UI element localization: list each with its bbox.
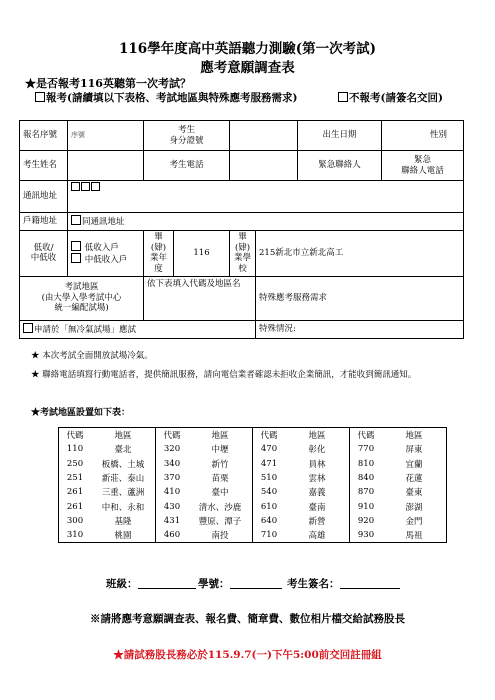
- name-label: 考生姓名: [20, 151, 68, 181]
- option-register[interactable]: [35, 90, 297, 105]
- area-code: 930: [350, 528, 383, 543]
- exam-area-label: 考試地區 (由大學入學考試中心 統一編配試場): [20, 276, 144, 320]
- area-code: 340: [163, 458, 181, 469]
- grad-year-value: 116: [174, 231, 230, 277]
- not-register-checkbox[interactable]: [338, 92, 348, 102]
- area-table-row: [59, 442, 447, 456]
- income-label: 低收/ 中低收: [20, 231, 68, 277]
- area-name: 豐原、潭子: [188, 514, 253, 528]
- grad-school-label: 畢(肄) 業學校: [230, 231, 256, 277]
- grad-school-value: 215新北市立新北高工: [256, 231, 464, 277]
- area-table-heading: ★考試地區設置如下表：: [31, 408, 131, 418]
- no-ac-label: 申請於「無冷氣試場」應試: [34, 324, 137, 335]
- area-name: 新莊、泰山: [91, 471, 156, 485]
- area-name: 三重、蘆洲: [91, 485, 156, 499]
- area-name: 中壢: [188, 442, 253, 456]
- area-name: 嘉義: [285, 485, 350, 499]
- area-table-row: [59, 499, 447, 513]
- area-name: 中和、永和: [91, 499, 156, 513]
- area-name: 臺南: [285, 499, 350, 513]
- exam-area-field[interactable]: [144, 276, 256, 320]
- area-code: 770: [357, 444, 375, 455]
- area-name: 苗栗: [188, 471, 253, 485]
- mid-low-income-label: 中低收入戶: [84, 255, 128, 266]
- area-code: 110: [59, 442, 92, 456]
- option-not-register-label: 不報考(請簽名交回): [349, 92, 443, 104]
- area-code: 251: [59, 471, 92, 485]
- area-name: 臺北: [91, 442, 156, 456]
- area-table-row: [59, 528, 447, 543]
- form-row-no-ac: [20, 320, 464, 338]
- special-service-label: 特殊應考服務需求: [256, 276, 464, 320]
- area-code: 250: [59, 457, 92, 471]
- area-code: 430: [163, 501, 181, 512]
- mail-address-field[interactable]: [68, 181, 464, 213]
- area-code: 920: [357, 515, 375, 526]
- signature-field[interactable]: [287, 576, 400, 591]
- document-title: 116學年度高中英語聽力測驗(第一次考試): [119, 41, 376, 57]
- reg-no-label: 報名序號: [20, 121, 68, 151]
- area-code: 710: [253, 528, 286, 543]
- area-code: 471: [260, 458, 278, 469]
- reg-no-field[interactable]: [68, 121, 144, 151]
- phone-field[interactable]: [230, 151, 298, 181]
- class-label: 班級：: [106, 578, 138, 590]
- note-air-conditioning: ★ 本次考試全面開放試場冷氣。: [31, 351, 153, 361]
- area-name: 屏東: [382, 442, 447, 456]
- reg-no-stamp: 序號: [71, 131, 85, 140]
- area-name: 桃園: [91, 528, 156, 543]
- form-row-income: [20, 231, 464, 277]
- no-ac-checkbox[interactable]: [23, 323, 33, 333]
- gender-cell: 性別: [382, 121, 464, 151]
- emergency-phone-label: 緊急 聯絡人電話: [382, 151, 464, 181]
- area-name: 澎湖: [382, 499, 447, 513]
- area-name: 新竹: [188, 457, 253, 471]
- area-code: 810: [357, 458, 375, 469]
- form-row-mail-address: [20, 181, 464, 213]
- area-name: 員林: [285, 457, 350, 471]
- document-subtitle: 應考意願調查表: [200, 60, 295, 76]
- phone-label: 考生電話: [144, 151, 230, 181]
- income-options: [68, 231, 144, 277]
- submission-instruction: ※請將應考意願調查表、報名費、簡章費、數位相片檔交給試務股長: [90, 613, 405, 625]
- area-table-row: [59, 457, 447, 471]
- area-code: 870: [357, 487, 375, 498]
- mid-low-income-checkbox[interactable]: [71, 253, 81, 263]
- low-income-checkbox[interactable]: [71, 241, 81, 251]
- area-name: 花蓮: [382, 471, 447, 485]
- area-code: 610: [260, 501, 278, 512]
- area-code: 640: [260, 515, 278, 526]
- option-not-register[interactable]: [338, 90, 443, 105]
- home-address-label: 戶籍地址: [20, 213, 68, 231]
- area-name: 高雄: [285, 528, 350, 543]
- area-name: 基隆: [91, 514, 156, 528]
- option-register-label: 報考(請續填以下表格、考試地區與特殊應考服務需求): [46, 92, 298, 104]
- birth-date-label: 出生日期: [298, 121, 382, 151]
- area-code: 840: [357, 473, 375, 484]
- area-name: 南投: [188, 528, 253, 543]
- area-code: 261: [59, 499, 92, 513]
- area-table-header: 代碼 地區 代碼 地區 代碼 地區 代碼 地區: [59, 428, 447, 443]
- special-status-field[interactable]: [256, 320, 464, 338]
- form-row-name: [20, 151, 464, 181]
- class-field[interactable]: [106, 576, 196, 591]
- area-name: 臺中: [188, 485, 253, 499]
- area-table-row: [59, 485, 447, 499]
- form-row-id: [20, 121, 464, 151]
- register-checkbox[interactable]: [35, 92, 45, 102]
- area-code: 300: [59, 514, 92, 528]
- area-table-row: [59, 471, 447, 485]
- special-status-label: 特殊情況:: [259, 323, 296, 334]
- area-code: 320: [163, 444, 181, 455]
- no-ac-option[interactable]: [20, 320, 256, 338]
- area-code: 370: [163, 473, 181, 484]
- id-number-label: 考生 身分證號: [144, 121, 230, 151]
- form-row-home-address: [20, 213, 464, 231]
- exam-area-instruction: 依下表填入代碼及地區名: [147, 278, 241, 289]
- registration-form: [19, 120, 464, 339]
- area-code: 431: [163, 515, 181, 526]
- area-name: 板橋、土城: [91, 457, 156, 471]
- area-name: 雲林: [285, 471, 350, 485]
- area-code: 470: [260, 444, 278, 455]
- area-name: 臺東: [382, 485, 447, 499]
- deadline-notice: ★請試務股長務必於115.9.7(一)下午5:00前交回註冊組: [113, 649, 382, 661]
- same-address-checkbox[interactable]: [71, 215, 81, 225]
- area-code: 410: [163, 487, 181, 498]
- mail-address-label: 通訊地址: [20, 181, 68, 213]
- area-name: 新營: [285, 514, 350, 528]
- area-name: 清水、沙鹿: [188, 499, 253, 513]
- area-code: 261: [59, 485, 92, 499]
- area-code: 460: [156, 528, 189, 543]
- area-code: 910: [357, 501, 375, 512]
- area-name: 宜蘭: [382, 457, 447, 471]
- seat-number-field[interactable]: [198, 576, 282, 591]
- low-income-label: 低收入戶: [84, 242, 119, 253]
- name-field[interactable]: [68, 151, 144, 181]
- area-name: 彰化: [285, 442, 350, 456]
- area-code: 310: [59, 528, 92, 543]
- area-name: 馬祖: [382, 528, 447, 543]
- form-row-area: [20, 276, 464, 320]
- question-text: ★是否報考116英聽第一次考試？: [25, 77, 191, 90]
- grad-year-label: 畢(肄) 業年度: [144, 231, 174, 277]
- exam-area-table: [58, 427, 447, 543]
- area-name: 金門: [382, 514, 447, 528]
- home-address-field[interactable]: [68, 213, 464, 231]
- signature-label: 考生簽名：: [287, 578, 340, 590]
- same-address-label: 同通訊地址: [82, 217, 125, 228]
- area-code: 540: [260, 487, 278, 498]
- area-code: 510: [260, 473, 278, 484]
- area-table-row: [59, 514, 447, 528]
- seat-number-label: 學號：: [198, 578, 230, 590]
- emergency-contact-label: 緊急聯絡人: [298, 151, 382, 181]
- note-sms-service: ★ 聯絡電話填寫行動電話者，提供簡訊服務，請向電信業者確認未拒收企業簡訊，才能收到簡訊通知。: [31, 370, 417, 380]
- id-number-field[interactable]: [230, 121, 298, 151]
